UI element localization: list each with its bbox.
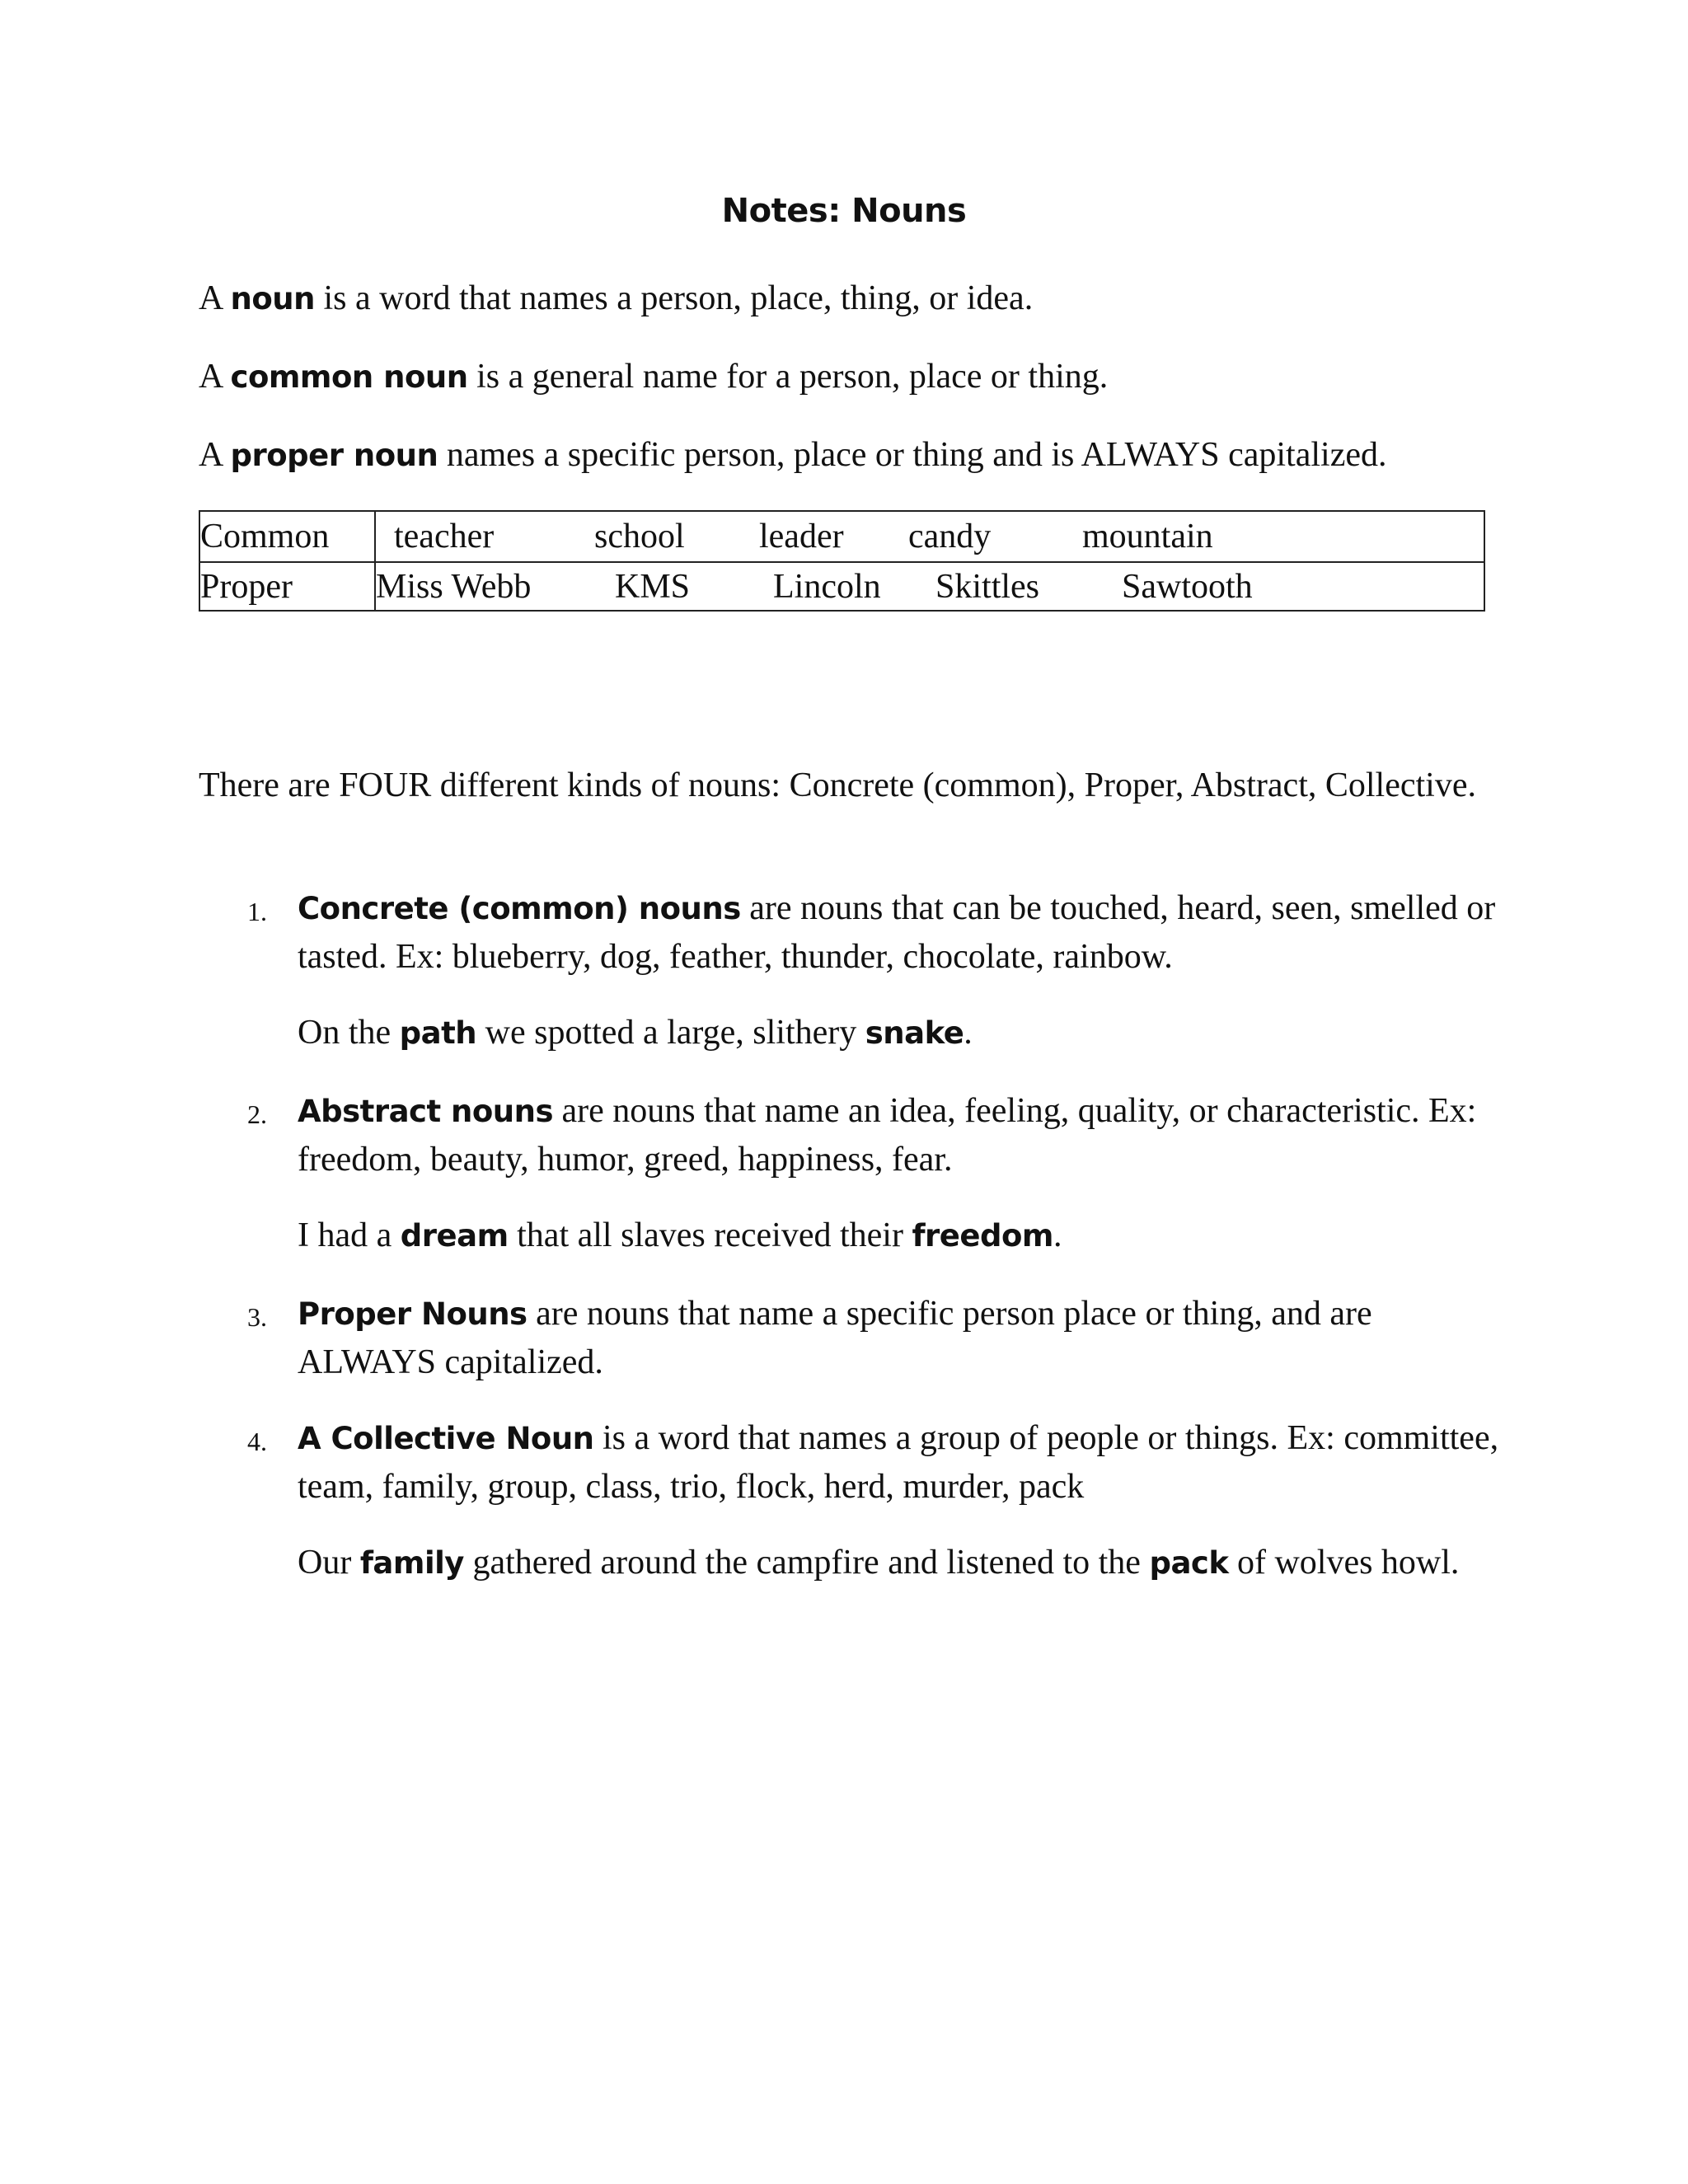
table-cell: candy bbox=[908, 518, 992, 555]
list-number: 2. bbox=[247, 1099, 267, 1129]
list-item-text bbox=[298, 1414, 1501, 1511]
example-text: I had a bbox=[298, 1216, 392, 1254]
example-text: On the bbox=[298, 1014, 392, 1052]
example-text: Our bbox=[298, 1544, 352, 1582]
list-keyword: A Collective Noun bbox=[298, 1421, 594, 1456]
definition-text: is a general name for a person, place or thing. bbox=[476, 358, 1109, 396]
table-cell: leader bbox=[759, 518, 844, 555]
list-description: are nouns that can be touched, heard, seen, smelled or tasted. Ex: blueberry, dog, feather, thunder, chocolate, rainbow. bbox=[298, 889, 1496, 976]
example-text: gathered around the campfire and listened to the bbox=[472, 1544, 1141, 1582]
row-label: Proper bbox=[200, 568, 293, 606]
row-label: Common bbox=[200, 518, 330, 555]
example-text: . bbox=[1053, 1216, 1062, 1254]
list-item-text bbox=[298, 1087, 1501, 1183]
table-cell: mountain bbox=[1082, 518, 1213, 555]
list-keyword: Abstract nouns bbox=[298, 1094, 554, 1129]
definition-common-noun bbox=[199, 353, 1493, 401]
definition-noun bbox=[199, 274, 1493, 323]
list-description: is a word that names a group of people or things. Ex: committee, team, family, group, class, trio, flock, herd, murder, pack bbox=[298, 1419, 1499, 1506]
definition-proper-noun bbox=[199, 431, 1493, 480]
example-keyword: path bbox=[399, 1015, 477, 1051]
example-sentence bbox=[298, 1539, 1509, 1587]
example-sentence bbox=[298, 1212, 1509, 1260]
list-description: are nouns that name an idea, feeling, quality, or characteristic. Ex: freedom, beauty, humor, greed, happiness, fear. bbox=[298, 1092, 1477, 1179]
list-keyword: Concrete (common) nouns bbox=[298, 891, 741, 926]
list-keyword: Proper Nouns bbox=[298, 1296, 528, 1332]
example-text: that all slaves received their bbox=[517, 1216, 903, 1254]
list-description: are nouns that name a specific person place or thing, and are ALWAYS capitalized. bbox=[298, 1295, 1372, 1381]
example-text: we spotted a large, slithery bbox=[485, 1014, 857, 1052]
example-keyword: snake bbox=[865, 1015, 964, 1051]
keyword-common-noun: common noun bbox=[230, 359, 468, 395]
keyword-proper-noun: proper noun bbox=[230, 438, 438, 473]
table-cell: Skittles bbox=[935, 568, 1040, 606]
article: A bbox=[199, 436, 223, 474]
list-number: 1. bbox=[247, 897, 267, 926]
table-row-common bbox=[200, 512, 1484, 563]
example-sentence bbox=[298, 1009, 1509, 1057]
list-item-text bbox=[298, 1290, 1501, 1386]
page-title: Notes: Nouns bbox=[721, 192, 967, 230]
example-text: . bbox=[964, 1014, 973, 1052]
list-number: 4. bbox=[247, 1427, 267, 1456]
example-keyword: family bbox=[359, 1545, 464, 1581]
example-keyword: pack bbox=[1149, 1545, 1229, 1581]
table-cell: Sawtooth bbox=[1122, 568, 1253, 606]
table-cell: school bbox=[594, 518, 685, 555]
article: A bbox=[199, 358, 223, 396]
kinds-of-nouns-intro: There are FOUR different kinds of nouns: Concrete (common), Proper, Abstract, Collective. bbox=[199, 766, 1476, 804]
table-cell: Lincoln bbox=[773, 568, 881, 606]
table-cell: Miss Webb bbox=[376, 568, 532, 606]
example-text: of wolves howl. bbox=[1236, 1544, 1460, 1582]
list-item-text bbox=[298, 884, 1501, 981]
keyword-noun: noun bbox=[230, 281, 315, 316]
noun-examples-table bbox=[199, 510, 1485, 612]
table-row-proper bbox=[200, 562, 1484, 612]
article: A bbox=[199, 279, 223, 317]
definition-text: names a specific person, place or thing and is ALWAYS capitalized. bbox=[446, 436, 1387, 474]
list-number: 3. bbox=[247, 1302, 267, 1332]
example-keyword: dream bbox=[400, 1218, 509, 1254]
definition-text: is a word that names a person, place, thing, or idea. bbox=[323, 279, 1034, 317]
table-cell: KMS bbox=[615, 568, 691, 606]
table-cell: teacher bbox=[394, 518, 495, 555]
example-keyword: freedom bbox=[912, 1218, 1053, 1254]
